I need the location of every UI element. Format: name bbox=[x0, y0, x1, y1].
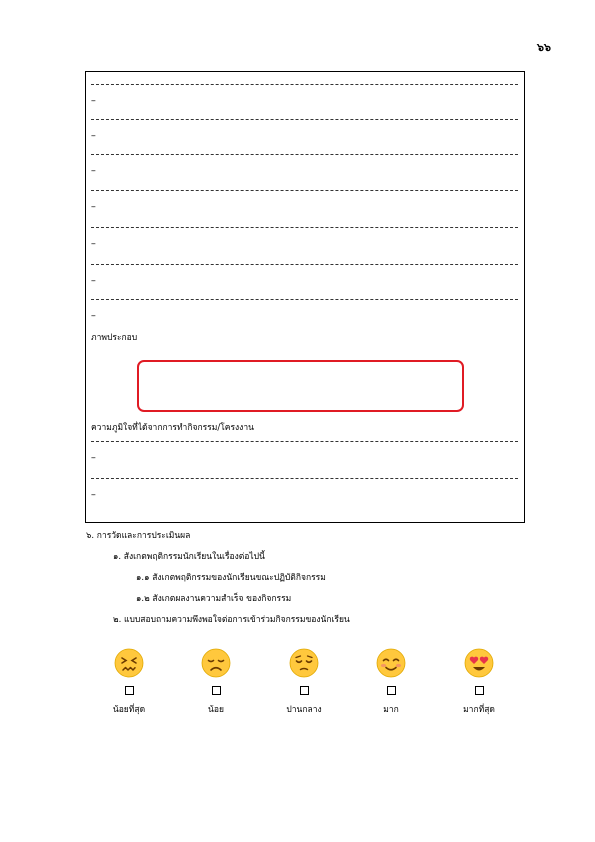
rating-option-4 bbox=[351, 648, 431, 716]
rating-label: มากที่สุด bbox=[463, 705, 495, 715]
page-number: ๖๖ bbox=[537, 41, 551, 54]
answer-line-tail: -- bbox=[91, 202, 95, 211]
answer-line[interactable] bbox=[91, 478, 518, 479]
answer-line[interactable] bbox=[91, 264, 518, 265]
image-placeholder-frame[interactable] bbox=[137, 360, 464, 412]
smiling-face-icon bbox=[376, 648, 406, 678]
answer-line-tail: -- bbox=[91, 166, 95, 175]
relieved-face-icon bbox=[289, 648, 319, 678]
rating-checkbox[interactable] bbox=[387, 686, 396, 695]
evaluation-item-2: ๒. แบบสอบถามความพึงพอใจต่อการเข้าร่วมกิจกรรมของนักเรียน bbox=[113, 615, 350, 625]
evaluation-item-1-2: ๑.๒ สังเกตผลงานความสำเร็จ ของกิจกรรม bbox=[136, 594, 292, 604]
disappointed-face-icon bbox=[201, 648, 231, 678]
rating-label: ปานกลาง bbox=[286, 705, 322, 715]
rating-label: มาก bbox=[383, 705, 399, 715]
reflection-box bbox=[85, 71, 525, 523]
answer-line-tail: -- bbox=[91, 96, 95, 105]
answer-line[interactable] bbox=[91, 299, 518, 300]
answer-line[interactable] bbox=[91, 154, 518, 155]
heart-eyes-face-icon bbox=[464, 648, 494, 678]
answer-line-tail: -- bbox=[91, 453, 95, 462]
rating-option-1 bbox=[89, 648, 169, 716]
rating-checkbox[interactable] bbox=[475, 686, 484, 695]
answer-line-tail: -- bbox=[91, 276, 95, 285]
rating-option-3 bbox=[264, 648, 344, 716]
confounded-face-icon bbox=[114, 648, 144, 678]
rating-checkbox[interactable] bbox=[212, 686, 221, 695]
answer-line[interactable] bbox=[91, 441, 518, 442]
rating-option-2 bbox=[176, 648, 256, 716]
evaluation-item-1-1: ๑.๑ สังเกตพฤติกรรมของนักเรียนขณะปฏิบัติกิจกรรม bbox=[136, 573, 326, 583]
attachment-label: ภาพประกอบ bbox=[91, 333, 138, 343]
answer-line-tail: -- bbox=[91, 131, 95, 140]
rating-checkbox[interactable] bbox=[300, 686, 309, 695]
answer-line-tail: -- bbox=[91, 490, 95, 499]
answer-line[interactable] bbox=[91, 227, 518, 228]
rating-checkbox[interactable] bbox=[125, 686, 134, 695]
rating-label: น้อย bbox=[208, 705, 224, 715]
rating-option-5 bbox=[439, 648, 519, 716]
answer-line-tail: -- bbox=[91, 311, 95, 320]
answer-line[interactable] bbox=[91, 84, 518, 85]
evaluation-item-1: ๑. สังเกตพฤติกรรมนักเรียนในเรื่องต่อไปนี้ bbox=[113, 552, 265, 562]
answer-line[interactable] bbox=[91, 119, 518, 120]
evaluation-heading: ๖. การวัดและการประเมินผล bbox=[86, 531, 191, 541]
pride-label: ความภูมิใจที่ได้จากการทำกิจกรรม/โครงงาน bbox=[91, 423, 254, 433]
answer-line-tail: -- bbox=[91, 239, 95, 248]
answer-line[interactable] bbox=[91, 190, 518, 191]
rating-label: น้อยที่สุด bbox=[112, 705, 146, 715]
